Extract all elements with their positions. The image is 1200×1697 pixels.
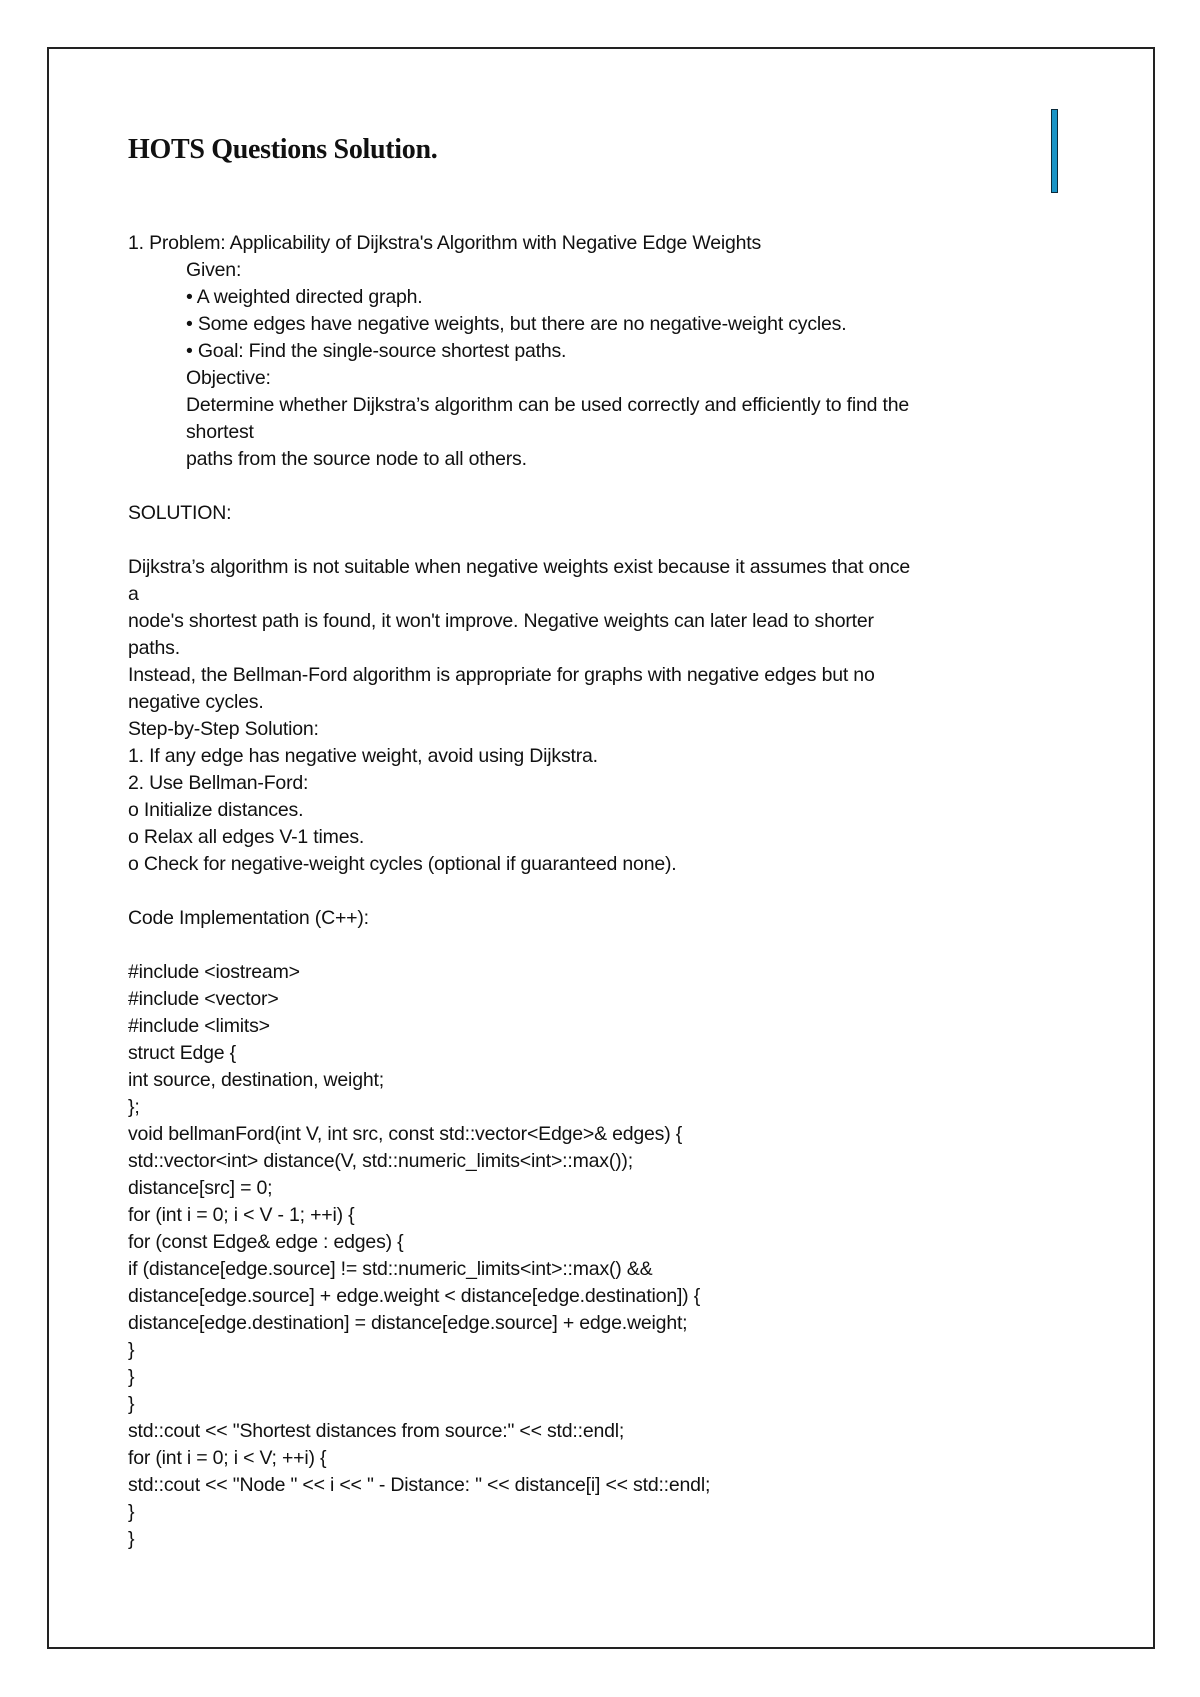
- solution-heading: SOLUTION:: [128, 502, 232, 524]
- code-line: #include <limits>: [128, 1015, 270, 1037]
- solution-line: o Relax all edges V-1 times.: [128, 826, 365, 848]
- code-line: }: [128, 1366, 135, 1388]
- code-line: };: [128, 1096, 140, 1118]
- solution-line: negative cycles.: [128, 691, 264, 713]
- code-line: }: [128, 1393, 135, 1415]
- code-line: for (int i = 0; i < V - 1; ++i) {: [128, 1204, 355, 1226]
- given-item: • Goal: Find the single-source shortest paths.: [186, 340, 567, 362]
- code-line: std::cout << "Node " << i << " - Distance: " << distance[i] << std::endl;: [128, 1474, 711, 1496]
- code-line: }: [128, 1528, 135, 1550]
- code-line: for (int i = 0; i < V; ++i) {: [128, 1447, 327, 1469]
- given-item: • A weighted directed graph.: [186, 286, 423, 308]
- document-title: HOTS Questions Solution.: [128, 134, 438, 165]
- code-line: }: [128, 1501, 135, 1523]
- solution-line: node's shortest path is found, it won't improve. Negative weights can later lead to shorter: [128, 610, 874, 632]
- solution-line: Step-by-Step Solution:: [128, 718, 319, 740]
- document-body: [128, 230, 1058, 1553]
- solution-line: 1. If any edge has negative weight, avoid using Dijkstra.: [128, 745, 598, 767]
- code-line: distance[src] = 0;: [128, 1177, 273, 1199]
- objective-line: shortest: [186, 421, 254, 443]
- code-line: distance[edge.source] + edge.weight < distance[edge.destination]) {: [128, 1285, 701, 1307]
- code-line: distance[edge.destination] = distance[edge.source] + edge.weight;: [128, 1312, 688, 1334]
- code-line: #include <vector>: [128, 988, 279, 1010]
- code-line: std::vector<int> distance(V, std::numeric_limits<int>::max());: [128, 1150, 633, 1172]
- solution-line: Instead, the Bellman-Ford algorithm is appropriate for graphs with negative edges but no: [128, 664, 875, 686]
- code-line: void bellmanFord(int V, int src, const std::vector<Edge>& edges) {: [128, 1123, 683, 1145]
- problem-heading: 1. Problem: Applicability of Dijkstra's Algorithm with Negative Edge Weights: [128, 232, 762, 254]
- solution-line: o Initialize distances.: [128, 799, 304, 821]
- objective-line: Determine whether Dijkstra’s algorithm can be used correctly and efficiently to find the: [186, 394, 910, 416]
- code-heading: Code Implementation (C++):: [128, 907, 369, 929]
- code-line: }: [128, 1339, 135, 1361]
- solution-line: o Check for negative-weight cycles (optional if guaranteed none).: [128, 853, 677, 875]
- code-line: for (const Edge& edge : edges) {: [128, 1231, 404, 1253]
- solution-line: 2. Use Bellman-Ford:: [128, 772, 309, 794]
- objective-line: paths from the source node to all others.: [186, 448, 527, 470]
- code-line: #include <iostream>: [128, 961, 300, 983]
- accent-bar: [1051, 109, 1058, 193]
- objective-label: Objective:: [186, 367, 271, 389]
- given-label: Given:: [186, 259, 242, 281]
- solution-line: Dijkstra’s algorithm is not suitable when negative weights exist because it assumes that once: [128, 556, 911, 578]
- code-line: struct Edge {: [128, 1042, 236, 1064]
- code-line: std::cout << "Shortest distances from source:" << std::endl;: [128, 1420, 625, 1442]
- given-item: • Some edges have negative weights, but there are no negative-weight cycles.: [186, 313, 847, 335]
- code-line: int source, destination, weight;: [128, 1069, 384, 1091]
- solution-line: a: [128, 583, 139, 605]
- solution-line: paths.: [128, 637, 180, 659]
- code-line: if (distance[edge.source] != std::numeric_limits<int>::max() &&: [128, 1258, 653, 1280]
